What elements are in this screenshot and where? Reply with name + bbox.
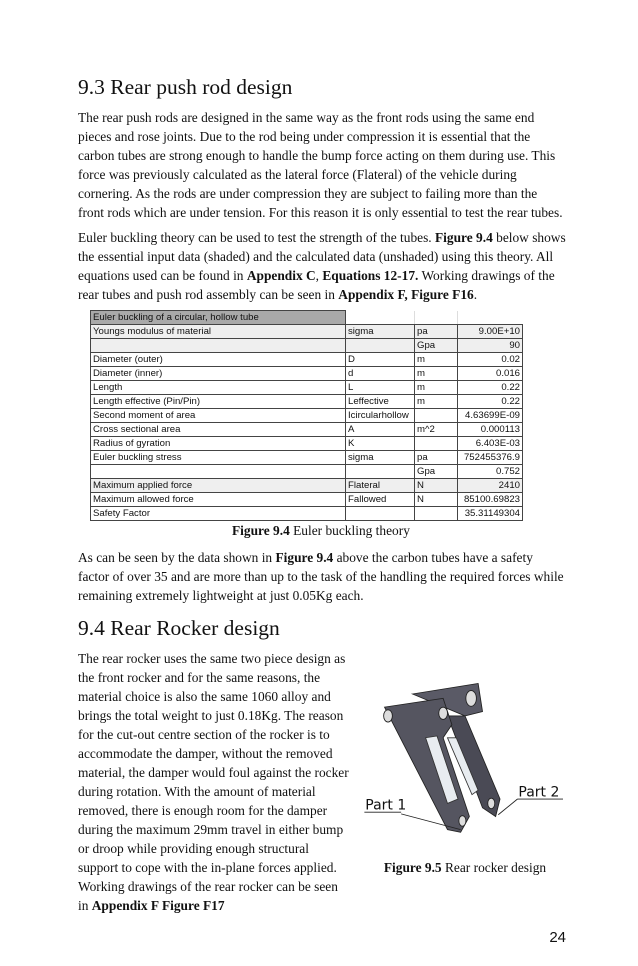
table-title-row <box>91 311 523 325</box>
rear-rocker-image <box>360 669 570 859</box>
table-row <box>91 423 523 437</box>
text: . <box>473 287 478 302</box>
table-row <box>91 451 523 465</box>
cell-unit: pa <box>415 451 458 465</box>
cell-value: 90 <box>458 339 523 353</box>
cell-value: 85100.69823 <box>458 493 523 507</box>
cell <box>415 311 458 325</box>
paragraph-push-rod: The rear push rods are designed in the same way as the front rods using the same end pieces and rose joints. Due to the rod being under compression it is essential that the carbon tubes are strong enough to handle the bump force acting on them during use. This force was previously calculated as the lateral force (Flateral) of the vehicle during cornering. As the rods are under compression they are subject to failing more than the front rods which are under tension. For this reason it is only essential to test the rear tubes. <box>78 110 563 220</box>
cell-label: Radius of gyration <box>91 437 346 451</box>
equation-ref: Equations 12-17. <box>322 268 419 283</box>
table-row <box>91 465 523 479</box>
paragraph-rocker <box>78 649 350 915</box>
cell-unit: m <box>415 367 458 381</box>
cell-value: 0.016 <box>458 367 523 381</box>
text: Working drawings of the rear tubes and push rod assembly can be seen in <box>78 268 555 302</box>
cell-unit: m <box>415 353 458 367</box>
cell-label <box>91 339 346 353</box>
figure-ref: Figure 9.4 <box>275 550 334 565</box>
cell-value: 0.752 <box>458 465 523 479</box>
part-1-label: Part 1 <box>365 797 407 814</box>
cell-symbol: Leffective <box>346 395 415 409</box>
cell-unit <box>415 409 458 423</box>
text: below shows the essential input data (shaded) and the calculated data (unshaded) using this theory. All equations used can be found in <box>78 230 566 283</box>
cell-label: Second moment of area <box>91 409 346 423</box>
paragraph-euler <box>78 228 566 304</box>
table-row <box>91 493 523 507</box>
cell-label: Maximum applied force <box>91 479 346 493</box>
figure-ref: Figure 9.4 <box>435 230 493 245</box>
cell-symbol: A <box>346 423 415 437</box>
cell-label: Euler buckling stress <box>91 451 346 465</box>
cell-value: 9.00E+10 <box>458 325 523 339</box>
section-heading-9-4: 9.4 Rear Rocker design <box>78 616 280 640</box>
cell-value: 0.000113 <box>458 423 523 437</box>
cell-symbol: L <box>346 381 415 395</box>
text: above the carbon tubes have a safety factor of over 35 and are more than up to the task of the handling the required forces while remaining extremely lightweight at just 0.05Kg each. <box>78 550 564 603</box>
appendix-ref: Appendix C <box>246 268 316 283</box>
cell-label: Length <box>91 381 346 395</box>
cell <box>458 311 523 325</box>
cell-value: 752455376.9 <box>458 451 523 465</box>
cell-unit: Gpa <box>415 339 458 353</box>
cell-label <box>91 465 346 479</box>
table-row <box>91 409 523 423</box>
cell-label: Diameter (inner) <box>91 367 346 381</box>
table-row <box>91 437 523 451</box>
section-heading-9-3: 9.3 Rear push rod design <box>78 75 293 99</box>
cell-value: 6.403E-03 <box>458 437 523 451</box>
figure-9-5-caption <box>384 859 546 877</box>
page-number: 24 <box>549 929 566 946</box>
cell-unit <box>415 507 458 521</box>
text: , <box>315 268 323 283</box>
cell <box>346 311 415 325</box>
euler-buckling-table <box>90 310 523 521</box>
table-row <box>91 479 523 493</box>
table-row <box>91 507 523 521</box>
cell-symbol <box>346 507 415 521</box>
cell-unit: pa <box>415 325 458 339</box>
cell-symbol: Icircularhollow <box>346 409 415 423</box>
cell-label: Maximum allowed force <box>91 493 346 507</box>
text: The rear rocker uses the same two piece design as the front rocker and for the same reasons, the material choice is also the same 1060 alloy and brings the total weight to just 0.18Kg. The reason for the cut-out centre section of the rocker is to accommodate the damper, without the removed material, the damper would foul against the rocker during rotation. With the amount of material removed, there is enough room for the damper during the maximum 29mm travel in either bump or droop while providing enough structural support to cope with the in-plane forces applied. Working drawings of the rear rocker can be seen in <box>78 651 349 913</box>
cell-unit: m <box>415 395 458 409</box>
table-title: Euler buckling of a circular, hollow tube <box>91 311 346 325</box>
table-row <box>91 325 523 339</box>
cell-unit: m <box>415 381 458 395</box>
cell-label: Diameter (outer) <box>91 353 346 367</box>
caption-label: Figure 9.4 <box>232 523 290 538</box>
cell-unit: m^2 <box>415 423 458 437</box>
table-row <box>91 381 523 395</box>
cell-symbol <box>346 339 415 353</box>
rocker-section <box>78 649 566 921</box>
text: Euler buckling theory can be used to test the strength of the tubes. <box>78 230 435 245</box>
appendix-ref: Appendix F, Figure F16 <box>338 287 474 302</box>
caption-text: Euler buckling theory <box>289 523 410 538</box>
table-row <box>91 367 523 381</box>
cell-symbol: Fallowed <box>346 493 415 507</box>
cell-symbol: d <box>346 367 415 381</box>
cell-label: Safety Factor <box>91 507 346 521</box>
paragraph-safety-factor <box>78 548 566 605</box>
part-2-label: Part 2 <box>518 784 560 801</box>
cell-value: 0.02 <box>458 353 523 367</box>
caption-text: Rear rocker design <box>441 860 547 875</box>
table-row <box>91 353 523 367</box>
table-row <box>91 339 523 353</box>
cell-label: Cross sectional area <box>91 423 346 437</box>
figure-9-5 <box>360 649 570 877</box>
text: As can be seen by the data shown in <box>78 550 276 565</box>
cell-symbol: D <box>346 353 415 367</box>
cell-value: 4.63699E-09 <box>458 409 523 423</box>
table-row <box>91 395 523 409</box>
cell-unit <box>415 437 458 451</box>
cell-symbol: K <box>346 437 415 451</box>
cell-value: 35.31149304 <box>458 507 523 521</box>
cell-symbol: sigma <box>346 451 415 465</box>
cell-label: Length effective (Pin/Pin) <box>91 395 346 409</box>
caption-label: Figure 9.5 <box>383 860 442 875</box>
cell-symbol: Flateral <box>346 479 415 493</box>
cell-symbol: sigma <box>346 325 415 339</box>
cell-symbol <box>346 465 415 479</box>
cell-value: 0.22 <box>458 395 523 409</box>
figure-9-4-caption <box>232 522 566 540</box>
cell-value: 2410 <box>458 479 523 493</box>
appendix-ref: Appendix F Figure F17 <box>91 898 225 913</box>
cell-unit: N <box>415 493 458 507</box>
cell-label: Youngs modulus of material <box>91 325 346 339</box>
cell-value: 0.22 <box>458 381 523 395</box>
cell-unit: N <box>415 479 458 493</box>
cell-unit: Gpa <box>415 465 458 479</box>
